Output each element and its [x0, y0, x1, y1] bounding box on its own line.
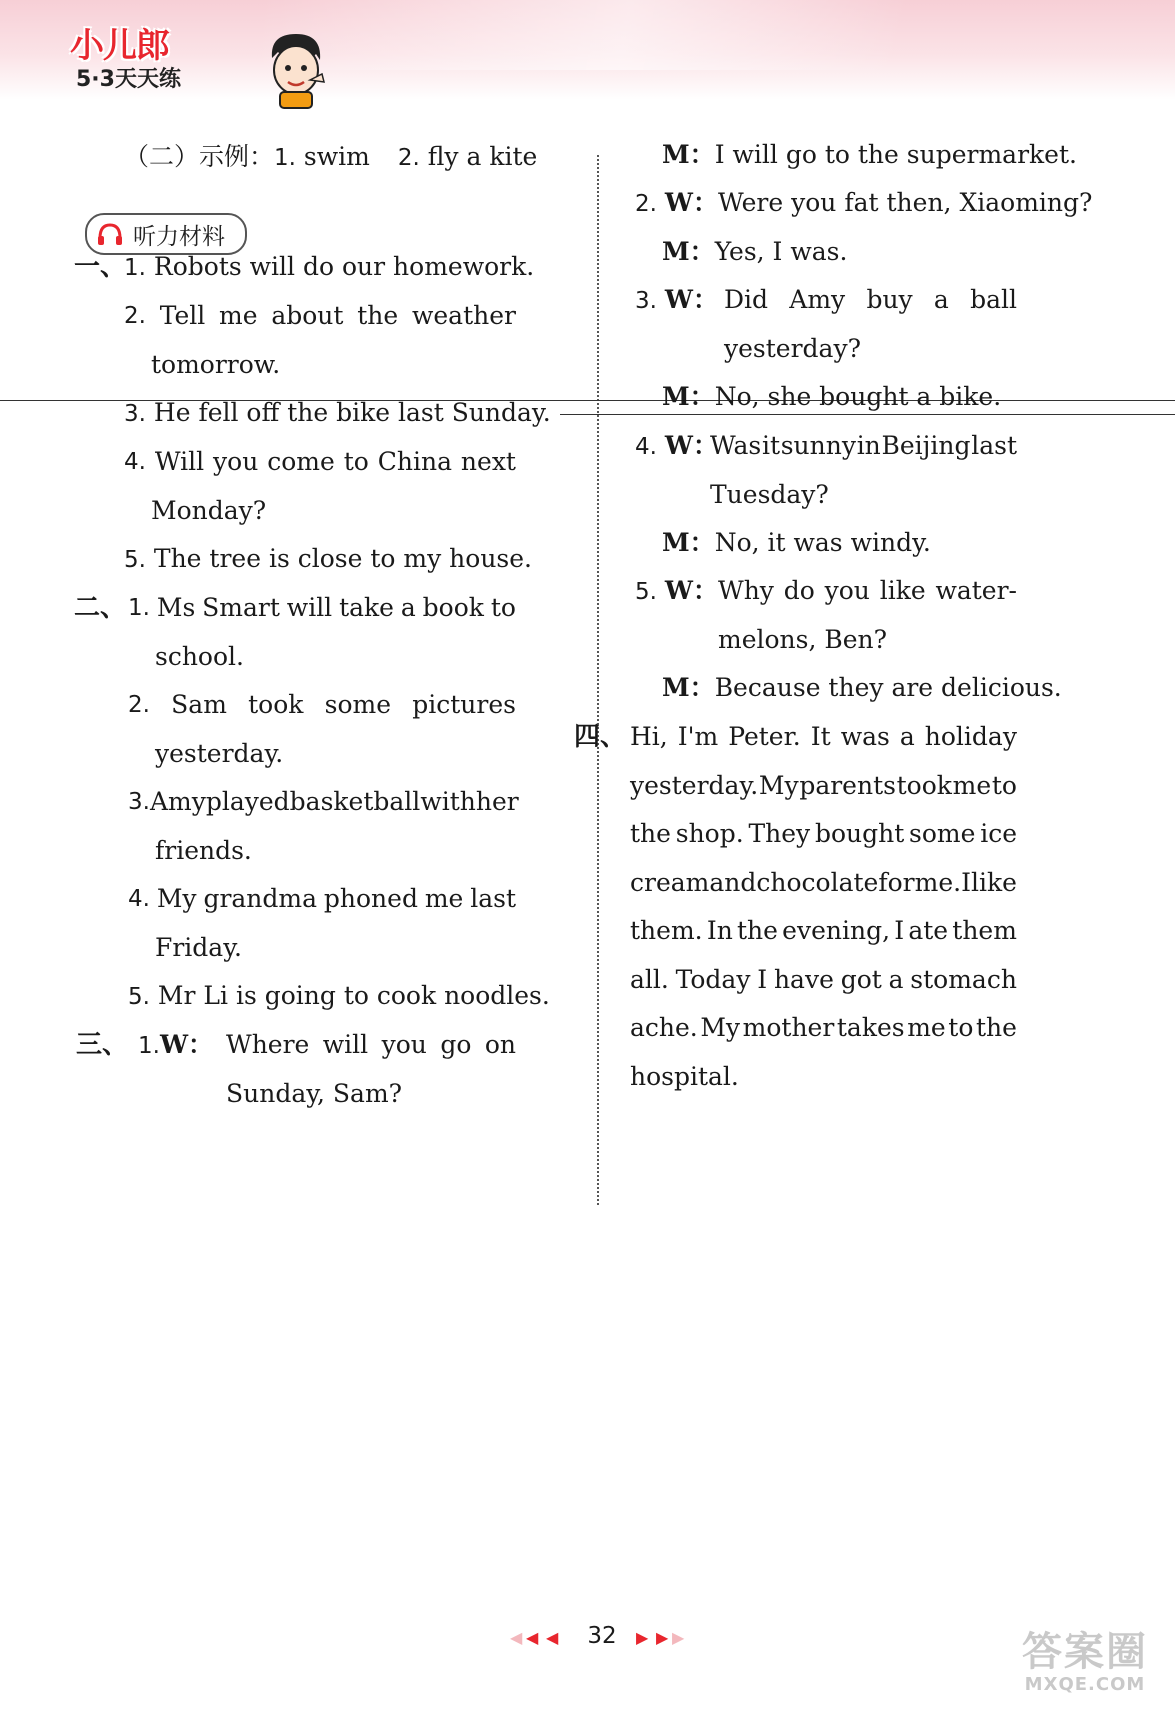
watermark	[1000, 1630, 1170, 1695]
list-item-continuation: Monday?	[151, 496, 267, 525]
dialogue-line: 2. W：Were you fat then, Xiaoming?	[635, 188, 1093, 217]
brand-logo	[70, 18, 270, 92]
dialogue-line: Was it sunny in Beijing last	[710, 431, 1017, 460]
list-item-continuation: Friday.	[155, 933, 242, 962]
passage-line: hospital.	[630, 1062, 739, 1091]
column-divider	[597, 155, 599, 1205]
next-arrow-icon: ▶	[656, 1628, 669, 1647]
list-item: 4. Will you come to China next	[124, 447, 516, 476]
watermark-title: 答案圈	[1022, 1629, 1148, 1675]
dialogue-line: M：No, she bought a bike.	[662, 382, 1002, 411]
section-label: 二、	[74, 593, 127, 623]
passage-line: cream and chocolate for me. I like	[630, 868, 1017, 897]
list-item: 3. Amy played basketball with her	[128, 787, 519, 816]
passage-line: Hi, I'm Peter. It was a holiday	[630, 722, 1017, 751]
list-item: 2. Sam took some pictures	[128, 690, 516, 719]
item-number: 2.	[397, 145, 420, 171]
example-text: fly a kite	[427, 142, 538, 171]
page-number: 32	[587, 1623, 617, 1649]
badge-label: 听力材料	[133, 224, 225, 250]
listening-material-badge	[85, 213, 247, 255]
list-item: 2. Tell me about the weather	[124, 301, 516, 330]
next-arrow-icon: ▶	[636, 1628, 649, 1647]
list-item-continuation: tomorrow.	[151, 350, 281, 379]
passage-line: ache. My mother takes me to the	[630, 1013, 1017, 1042]
dialogue-line: Why do you like water-	[718, 576, 1017, 605]
dialogue-continuation: Sunday, Sam?	[226, 1079, 403, 1108]
dialogue-continuation: yesterday?	[724, 334, 861, 363]
dialogue-number: 1.W：	[138, 1030, 214, 1059]
dialogue-line: Where will you go on	[226, 1030, 516, 1059]
example-answer	[124, 140, 537, 175]
example-text: swim	[303, 142, 370, 171]
next-arrow-icon: ▶	[672, 1628, 685, 1647]
prev-arrow-icon: ◀	[510, 1628, 523, 1647]
logo-title: 小儿郎	[70, 26, 169, 66]
scan-artifact-line	[560, 414, 1175, 415]
dialogue-line: M：Because they are delicious.	[662, 673, 1062, 702]
list-item-continuation: yesterday.	[155, 739, 284, 768]
header-decoration	[260, 0, 1175, 70]
section-label: 一、	[74, 252, 127, 282]
example-prefix: （二）示例：	[124, 142, 275, 171]
passage-line: all. Today I have got a stomach	[630, 965, 1017, 994]
list-item: 1. Ms Smart will take a book to	[128, 593, 516, 622]
section-label: 四、	[574, 722, 627, 752]
section-label: 三、	[76, 1030, 129, 1060]
list-item: 3. He fell off the bike last Sunday.	[124, 398, 551, 427]
dialogue-number: 4. W：	[635, 431, 718, 460]
item-number: 1.	[274, 145, 296, 171]
list-item: 5. Mr Li is going to cook noodles.	[128, 981, 550, 1010]
mascot-icon	[260, 28, 330, 110]
dialogue-number: 3. W：	[635, 285, 718, 314]
list-item: 4. My grandma phoned me last	[128, 884, 516, 913]
page-header	[0, 0, 1175, 100]
list-item-continuation: school.	[155, 642, 244, 671]
dialogue-line: M：Yes, I was.	[662, 237, 848, 266]
dialogue-line: Did Amy buy a ball	[724, 285, 1017, 314]
dialogue-line: M：No, it was windy.	[662, 528, 931, 557]
dialogue-continuation: melons, Ben?	[718, 625, 888, 654]
prev-arrow-icon: ◀	[526, 1628, 539, 1647]
watermark-url: MXQE.COM	[1024, 1674, 1146, 1695]
dialogue-line: M：I will go to the supermarket.	[662, 140, 1077, 169]
dialogue-number: 5. W：	[635, 576, 718, 605]
logo-subtitle: 5·3天天练	[76, 67, 181, 92]
headphones-icon	[97, 222, 123, 246]
list-item: 5. The tree is close to my house.	[124, 544, 532, 573]
passage-line: yesterday. My parents took me to	[630, 771, 1017, 800]
passage-line: the shop. They bought some ice	[630, 819, 1017, 848]
prev-arrow-icon: ◀	[546, 1628, 559, 1647]
list-item: 1. Robots will do our homework.	[124, 252, 535, 281]
list-item-continuation: friends.	[155, 836, 252, 865]
dialogue-continuation: Tuesday?	[710, 480, 829, 509]
passage-line: them. In the evening, I ate them	[630, 916, 1017, 945]
